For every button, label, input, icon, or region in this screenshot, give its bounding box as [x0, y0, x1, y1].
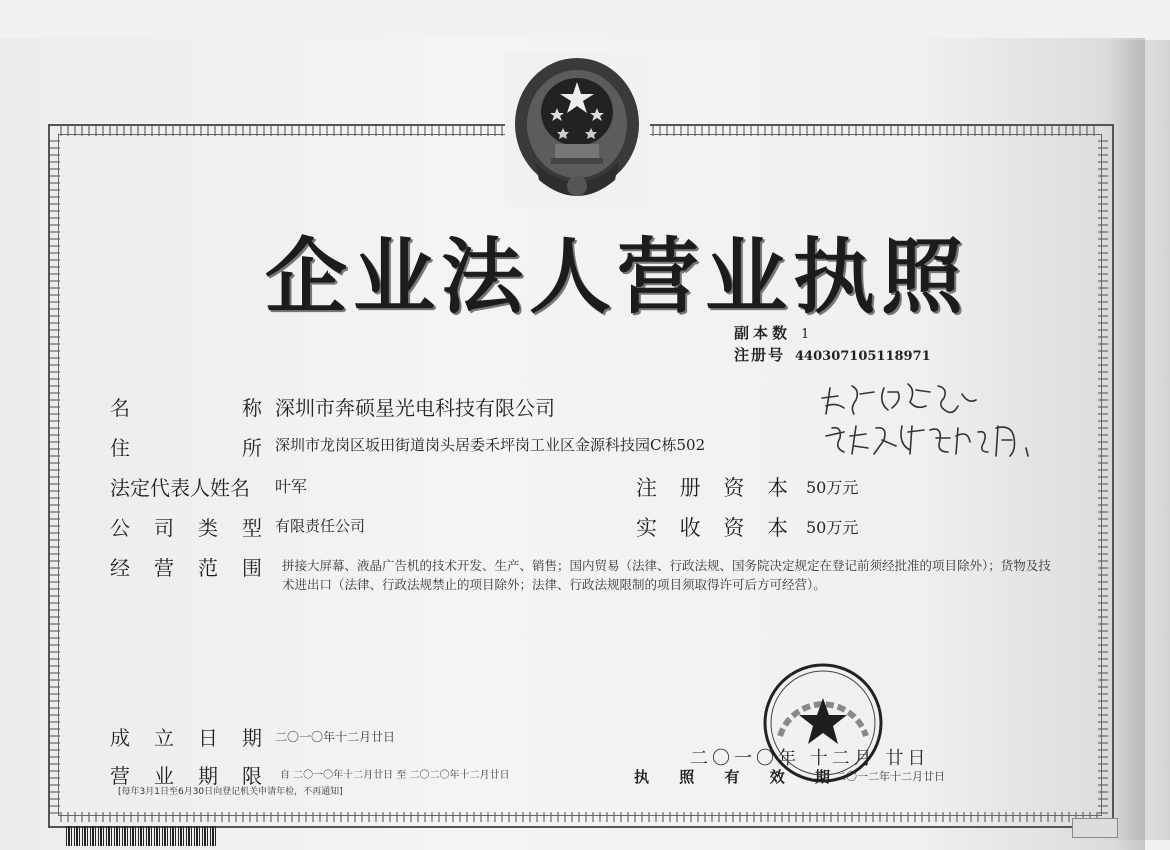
registered-capital-label: 注 册 资 本 [636, 476, 788, 500]
copy-number-label: 副本数 [734, 324, 792, 342]
border-pattern-bottom [60, 812, 1098, 822]
validity-label: 执 照 有 效 期 [634, 768, 830, 786]
registered-capital-value: 50万元 [806, 478, 859, 497]
border-pattern-right [1098, 136, 1108, 814]
handwritten-annotation [812, 376, 1062, 476]
issue-date: 二〇一〇年 十二月 廿日 [690, 748, 930, 769]
document-title: 企业法人营业执照 [265, 230, 970, 325]
established-date-label: 成 立 日 期 [110, 726, 262, 750]
barcode [66, 826, 218, 846]
name-value: 深圳市奔硕星光电科技有限公司 [275, 396, 555, 420]
business-scope-value: 拼接大屏幕、液晶广告机的技术开发、生产、销售；国内贸易（法律、行政法规、国务院决定规定在登记前须经批准的项目除外）；货物及技术进出口（法律、行政法规禁止的项目除外；法律、行政法规限制的项目须取得许可后方可经营）。 [282, 558, 1051, 592]
address-value: 深圳市龙岗区坂田街道岗头居委禾坪岗工业区金源科技园C栋502 [275, 436, 706, 454]
legal-representative-value: 叶军 [275, 477, 308, 496]
border-pattern-left [50, 136, 60, 814]
business-term-value: 自 二〇一〇年十二月廿日 至 二〇二〇年十二月廿日 [280, 770, 510, 781]
border-pattern-top-left [60, 126, 510, 136]
national-emblem-icon [505, 52, 650, 207]
copy-number-value: 1 [801, 327, 810, 342]
registration-number-label: 注册号 [734, 346, 786, 364]
address-label: 住 所 [110, 436, 262, 460]
business-scope-label: 经 营 范 围 [110, 556, 262, 580]
established-date-value: 二〇一〇年十二月廿日 [275, 730, 396, 744]
paid-capital-label: 实 收 资 本 [636, 516, 788, 540]
company-type-value: 有限责任公司 [275, 517, 366, 535]
name-label: 名 称 [110, 396, 262, 420]
registration-number-value: 440307105118971 [795, 349, 931, 364]
registration-number [734, 344, 931, 365]
border-pattern-top-right [652, 126, 1098, 136]
copy-number [734, 322, 809, 343]
annual-inspection-note: [每年3月1日至6月30日向登记机关申请年检，不再通知] [118, 787, 343, 797]
business-term-label: 营 业 期 限 [110, 764, 262, 788]
validity-value: 二〇一二年十二月廿日 [835, 770, 945, 783]
legal-representative-label: 法定代表人姓名 [110, 476, 250, 500]
company-type-label: 公 司 类 型 [110, 516, 262, 540]
official-seal-stamp [758, 658, 888, 788]
paid-capital-value: 50万元 [806, 518, 859, 537]
corner-mark [1072, 818, 1118, 838]
